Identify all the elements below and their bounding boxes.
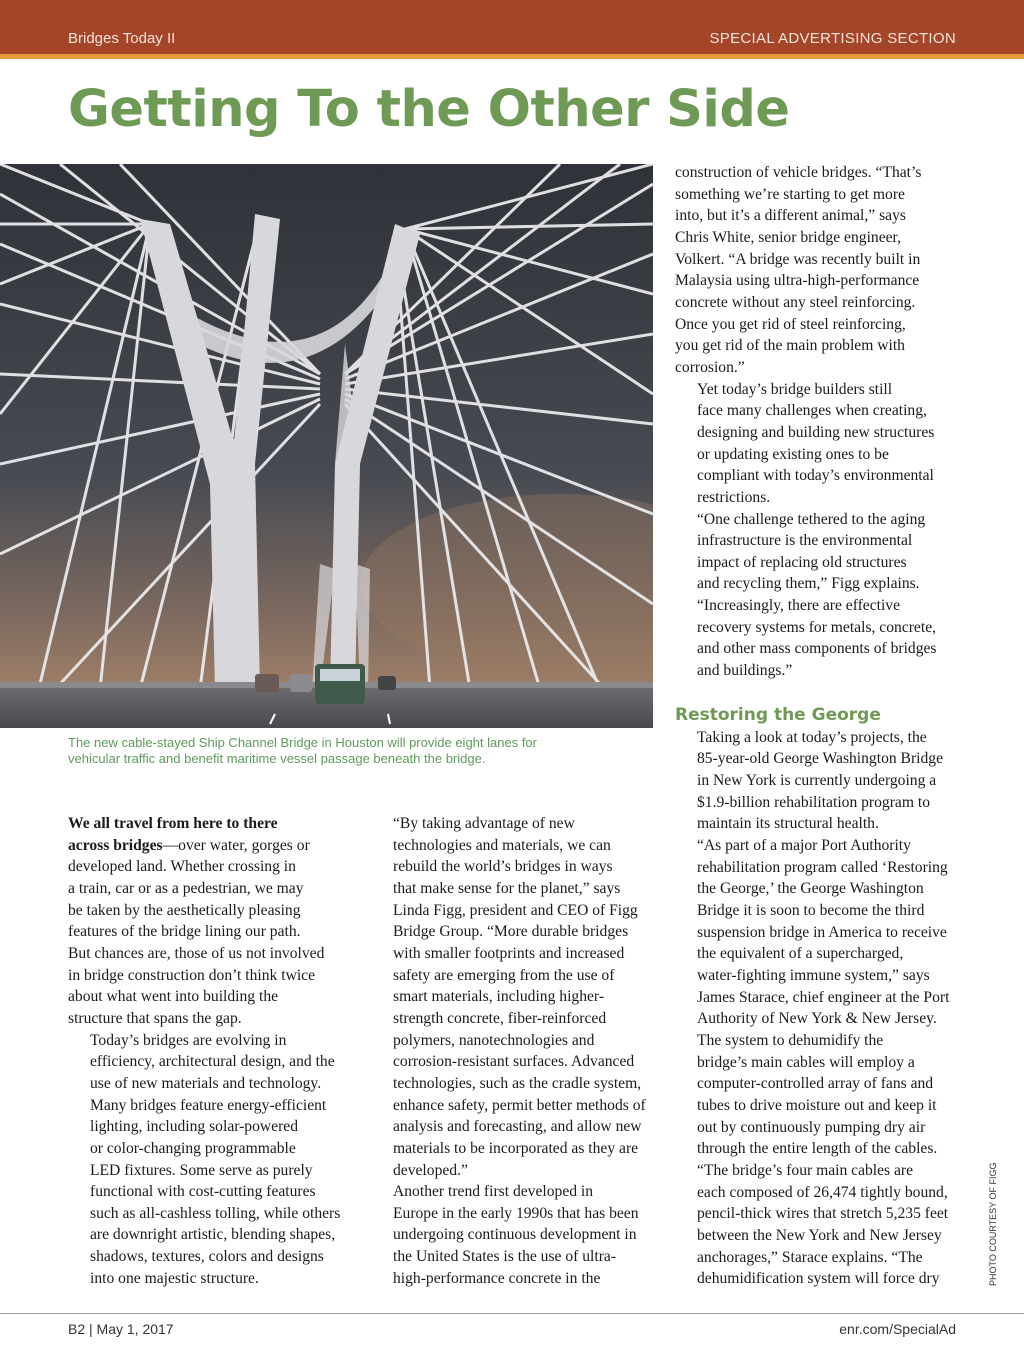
text-line: “By taking advantage of new [393,815,575,832]
text-line: polymers, nanotechnologies and [393,1031,595,1049]
text-line: undergoing continuous development in [393,1226,637,1244]
text-line: use of new materials and technology. [90,1074,322,1092]
text-line: LED fixtures. Some serve as purely [90,1161,313,1179]
text-line: suspension bridge in America to receive [697,923,947,941]
text-line: Today’s bridges are evolving in [90,1031,287,1049]
text-line: compliant with today’s environmental [697,467,934,485]
text-line: Volkert. “A bridge was recently built in [675,250,921,268]
text-line: smart materials, including higher- [393,988,605,1006]
text-line: efficiency, architectural design, and the [90,1053,335,1071]
text-line: out by continuously pumping dry air [697,1118,926,1136]
photo-credit: PHOTO COURTESY OF FIGG [988,1162,998,1286]
text-line: $1.9-billion rehabilitation program to [697,793,930,811]
text-line: high-performance concrete in the [393,1269,601,1287]
text-line: functional with cost-cutting features [90,1183,316,1201]
text-line: strength concrete, fiber-reinforced [393,1009,607,1027]
text-line [68,835,358,857]
text-line: water-fighting immune system,” says [697,966,930,984]
text-line: James Starace, chief engineer at the Port [697,988,950,1006]
text-line: something we’re starting to get more [675,185,905,203]
text-line: “As part of a major Port Authority [697,837,911,855]
text-line: about what went into building the [68,988,279,1006]
text-line: Another trend first developed in [393,1183,594,1201]
text-line: or updating existing ones to be [697,445,889,463]
text-line: concrete without any steel reinforcing. [675,293,916,311]
text-line: designing and building new structures [697,423,935,441]
text-line: be taken by the aesthetically pleasing [68,901,301,919]
text-line: are downright artistic, blending shapes, [90,1226,336,1244]
bridge-photo [0,164,653,728]
text-line: rebuild the world’s bridges in ways [393,858,613,876]
text-line: tubes to drive moisture out and keep it [697,1096,937,1114]
text-line: and other mass components of bridges [697,640,937,658]
text-line: into, but it’s a different animal,” says [675,207,906,225]
text-line: impact of replacing old structures [697,553,907,571]
text-line-rest: —over water, gorges or [162,836,310,854]
text-line: corrosion.” [675,358,745,376]
text-line: Chris White, senior bridge engineer, [675,228,902,246]
text-line: Many bridges feature energy-efficient [90,1096,327,1114]
page-folio: B2 | May 1, 2017 [68,1321,174,1337]
text-line: through the entire length of the cables. [697,1140,938,1158]
text-line: anchorages,” Starace explains. “The [697,1248,923,1266]
text-line: rehabilitation program called ‘Restoring [697,858,948,876]
text-line: face many challenges when creating, [697,402,927,420]
text-line: such as all-cashless tolling, while others [90,1204,341,1222]
text-line: and recycling them,” Figg explains. [697,575,920,593]
text-line: you get rid of the main problem with [675,337,905,355]
article-paragraph [675,1030,960,1160]
article-paragraph [371,813,661,1181]
article-paragraph [675,379,960,509]
text-line: “The bridge’s four main cables are [697,1161,914,1179]
text-line: infrastructure is the environmental [697,532,913,550]
text-line: Taking a look at today’s projects, the [697,728,927,746]
article-paragraph [675,835,960,1030]
text-line: enhance safety, permit better methods of [393,1096,646,1114]
text-line: the United States is the use of ultra- [393,1248,617,1266]
text-line: Europe in the early 1990s that has been [393,1204,639,1222]
photo-caption [68,735,628,767]
advertising-label: SPECIAL ADVERTISING SECTION [709,30,956,47]
text-line: or color-changing programmable [90,1139,296,1157]
caption-line: vehicular traffic and benefit maritime vessel passage beneath the bridge. [68,751,486,766]
text-line: Malaysia using ultra-high-performance [675,272,920,290]
text-line: between the New York and New Jersey [697,1226,942,1244]
text-line: in bridge construction don’t think twice [68,966,316,984]
text-line: computer-controlled array of fans and [697,1075,934,1093]
text-line: each composed of 26,474 tightly bound, [697,1183,948,1201]
text-line: materials to be incorporated as they are [393,1139,639,1157]
text-line: a train, car or as a pedestrian, we may [68,879,304,897]
footer-url: enr.com/SpecialAd [839,1321,956,1337]
article-paragraph [675,162,960,379]
article-paragraph [675,1160,960,1290]
article-paragraph [675,727,960,835]
text-line: corrosion-resistant surfaces. Advanced [393,1053,635,1071]
page-title: Getting To the Other Side [68,80,790,139]
section-subhead: Restoring the George [675,704,881,725]
text-line: lighting, including solar-powered [90,1118,298,1136]
text-line: Bridge Group. “More durable bridges [393,923,629,941]
text-line: the equivalent of a supercharged, [697,945,904,963]
article-column-1 [68,813,358,1289]
text-line: But chances are, those of us not involved [68,944,325,962]
text-line: pencil-thick wires that stretch 5,235 feet [697,1205,949,1223]
caption-line: The new cable-stayed Ship Channel Bridge in Houston will provide eight lanes for [68,735,537,750]
text-line: technologies, such as the cradle system, [393,1074,642,1092]
lead-in-text: across bridges [68,836,163,854]
text-line: The system to dehumidify the [697,1031,884,1049]
text-line: bridge’s main cables will employ a [697,1053,915,1071]
text-line: analysis and forecasting, and allow new [393,1118,642,1136]
text-line: and buildings.” [697,662,793,680]
text-line: Linda Figg, president and CEO of Figg [393,901,638,919]
text-line: that make sense for the planet,” says [393,879,621,897]
text-line: with smaller footprints and increased [393,944,625,962]
text-line: structure that spans the gap. [68,1009,242,1027]
article-paragraph [675,509,960,682]
text-line: Authority of New York & New Jersey. [697,1010,937,1028]
text-line: Bridge it is soon to become the third [697,902,925,919]
text-line: Once you get rid of steel reinforcing, [675,315,906,333]
text-line: technologies and materials, we can [393,836,611,854]
text-line: into one majestic structure. [90,1269,259,1287]
top-banner [0,0,1024,59]
text-line: construction of vehicle bridges. “That’s [675,164,922,181]
text-line: in New York is currently undergoing a [697,772,937,790]
text-line: maintain its structural health. [697,815,879,833]
article-column-3 [675,162,960,1290]
text-line: “Increasingly, there are effective [697,597,901,615]
text-line: “One challenge tethered to the aging [697,510,926,528]
text-line: developed.” [393,1161,468,1179]
text-line: 85-year-old George Washington Bridge [697,750,943,768]
text-line: shadows, textures, colors and designs [90,1248,324,1266]
text-line: features of the bridge lining our path. [68,923,301,941]
article-paragraph [371,1181,661,1289]
text-line: recovery systems for metals, concrete, [697,618,937,636]
footer-rule [0,1313,1024,1314]
lead-in-text: We all travel from here to there [68,815,278,832]
article-column-2 [371,813,661,1289]
text-line: developed land. Whether crossing in [68,858,296,876]
text-line: Yet today’s bridge builders still [697,380,893,398]
bridge-illustration [0,164,653,728]
text-line: the George,’ the George Washington [697,880,924,898]
text-line: restrictions. [697,488,771,506]
section-name: Bridges Today II [68,30,176,47]
text-line: dehumidification system will force dry [697,1270,940,1288]
text-line: safety are emerging from the use of [393,966,615,984]
article-paragraph [68,813,358,1030]
article-paragraph [68,1030,358,1290]
